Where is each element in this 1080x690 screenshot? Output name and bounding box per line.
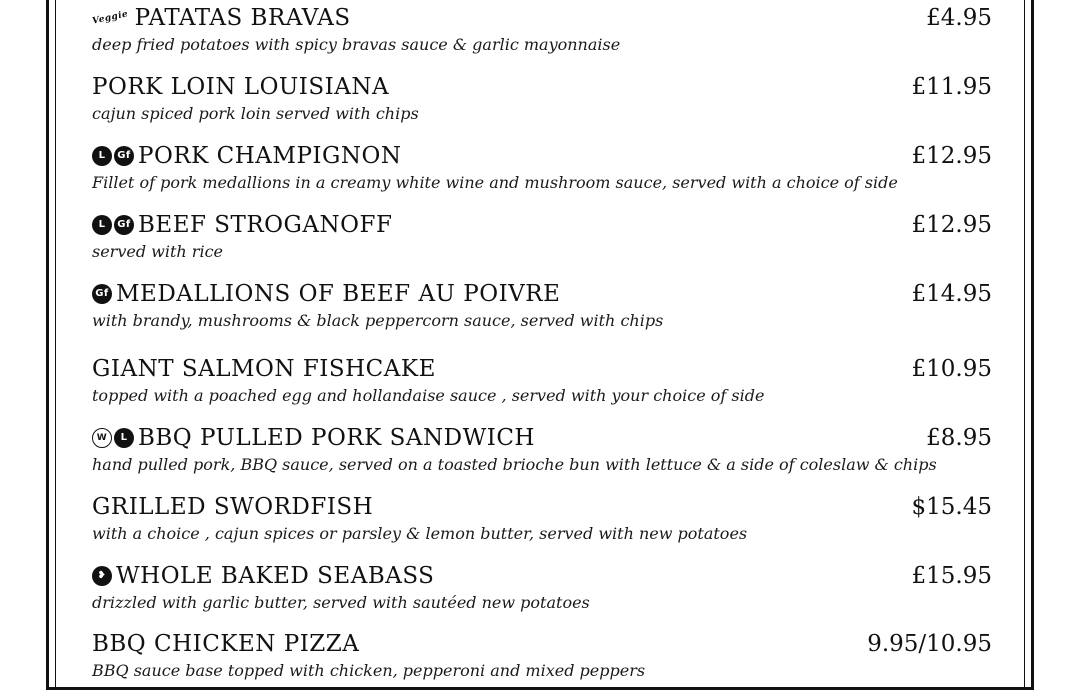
menu-item-price: £4.95	[926, 5, 992, 31]
gluten-free-icon: Gf	[114, 146, 134, 166]
menu-item-price: £11.95	[911, 74, 992, 100]
menu-item-name	[92, 72, 389, 102]
menu-item	[92, 72, 992, 124]
lactose-free-icon: L	[114, 428, 134, 448]
menu-item	[92, 210, 992, 262]
dietary-badges	[92, 284, 112, 304]
menu-item-name	[92, 354, 436, 384]
menu-item-description: BBQ sauce base topped with chicken, pepperoni and mixed peppers	[92, 661, 646, 680]
menu-item	[92, 629, 992, 681]
menu-item-description: drizzled with garlic butter, served with sautéed new potatoes	[92, 593, 590, 612]
menu-item-title: PORK CHAMPIGNON	[138, 143, 402, 169]
menu-item-price: 9.95/10.95	[867, 631, 992, 657]
menu-item-price: £8.95	[926, 425, 992, 451]
menu-item-price: £10.95	[911, 356, 992, 382]
menu-item	[92, 279, 992, 331]
menu-item-price: £14.95	[911, 281, 992, 307]
menu-item	[92, 141, 992, 193]
menu-item-title: BBQ CHICKEN PIZZA	[92, 631, 360, 657]
menu-item	[92, 3, 992, 55]
menu-item-price: $15.45	[911, 494, 992, 520]
menu-item	[92, 354, 992, 406]
menu-item-name	[92, 492, 373, 522]
menu-item-name	[92, 561, 434, 591]
menu-item-title: MEDALLIONS OF BEEF AU POIVRE	[116, 281, 561, 307]
menu-item-description: served with rice	[92, 242, 223, 261]
dietary-badges	[92, 215, 134, 235]
menu-item-title: PATATAS BRAVAS	[134, 5, 351, 31]
menu-item-name	[92, 423, 535, 453]
menu-item	[92, 492, 992, 544]
menu-item-title: PORK LOIN LOUISIANA	[92, 74, 390, 100]
wheat-free-icon: W	[92, 428, 112, 448]
menu-item-title: BBQ PULLED PORK SANDWICH	[138, 425, 535, 451]
lactose-free-icon: L	[92, 215, 112, 235]
gluten-free-icon: Gf	[114, 215, 134, 235]
menu-item-name	[92, 141, 402, 171]
menu-item-description: topped with a poached egg and hollandaise sauce , served with your choice of side	[92, 386, 765, 405]
menu-item-title: BEEF STROGANOFF	[138, 212, 393, 238]
menu-item-description: with a choice , cajun spices or parsley & lemon butter, served with new potatoes	[92, 524, 748, 543]
menu-item-title: GIANT SALMON FISHCAKE	[92, 356, 436, 382]
menu-item	[92, 423, 992, 475]
veggie-icon: Veggie	[91, 9, 130, 27]
lactose-free-icon: L	[92, 146, 112, 166]
menu-item-name	[92, 210, 392, 240]
menu-item-title: GRILLED SWORDFISH	[92, 494, 374, 520]
menu-item-price: £12.95	[911, 143, 992, 169]
menu-item	[92, 561, 992, 613]
menu-item-description: deep fried potatoes with spicy bravas sauce & garlic mayonnaise	[92, 35, 621, 54]
dietary-badges	[92, 146, 134, 166]
fish-icon: ❥	[92, 566, 112, 586]
menu-item-title: WHOLE BAKED SEABASS	[116, 563, 435, 589]
menu-item-price: £15.95	[911, 563, 992, 589]
menu-item-price: £12.95	[911, 212, 992, 238]
menu-item-description: hand pulled pork, BBQ sauce, served on a toasted brioche bun with lettuce & a side of coleslaw & chips	[92, 455, 937, 474]
menu-item-description: Fillet of pork medallions in a creamy white wine and mushroom sauce, served with a choice of side	[92, 173, 898, 192]
menu-item-description: cajun spiced pork loin served with chips	[92, 104, 419, 123]
menu-item-description: with brandy, mushrooms & black peppercorn sauce, served with chips	[92, 311, 664, 330]
menu-item-name	[92, 3, 351, 33]
menu-item-name	[92, 629, 359, 659]
dietary-badges	[92, 566, 112, 586]
dietary-badges	[92, 428, 134, 448]
gluten-free-icon: Gf	[92, 284, 112, 304]
menu-item-name	[92, 279, 560, 309]
